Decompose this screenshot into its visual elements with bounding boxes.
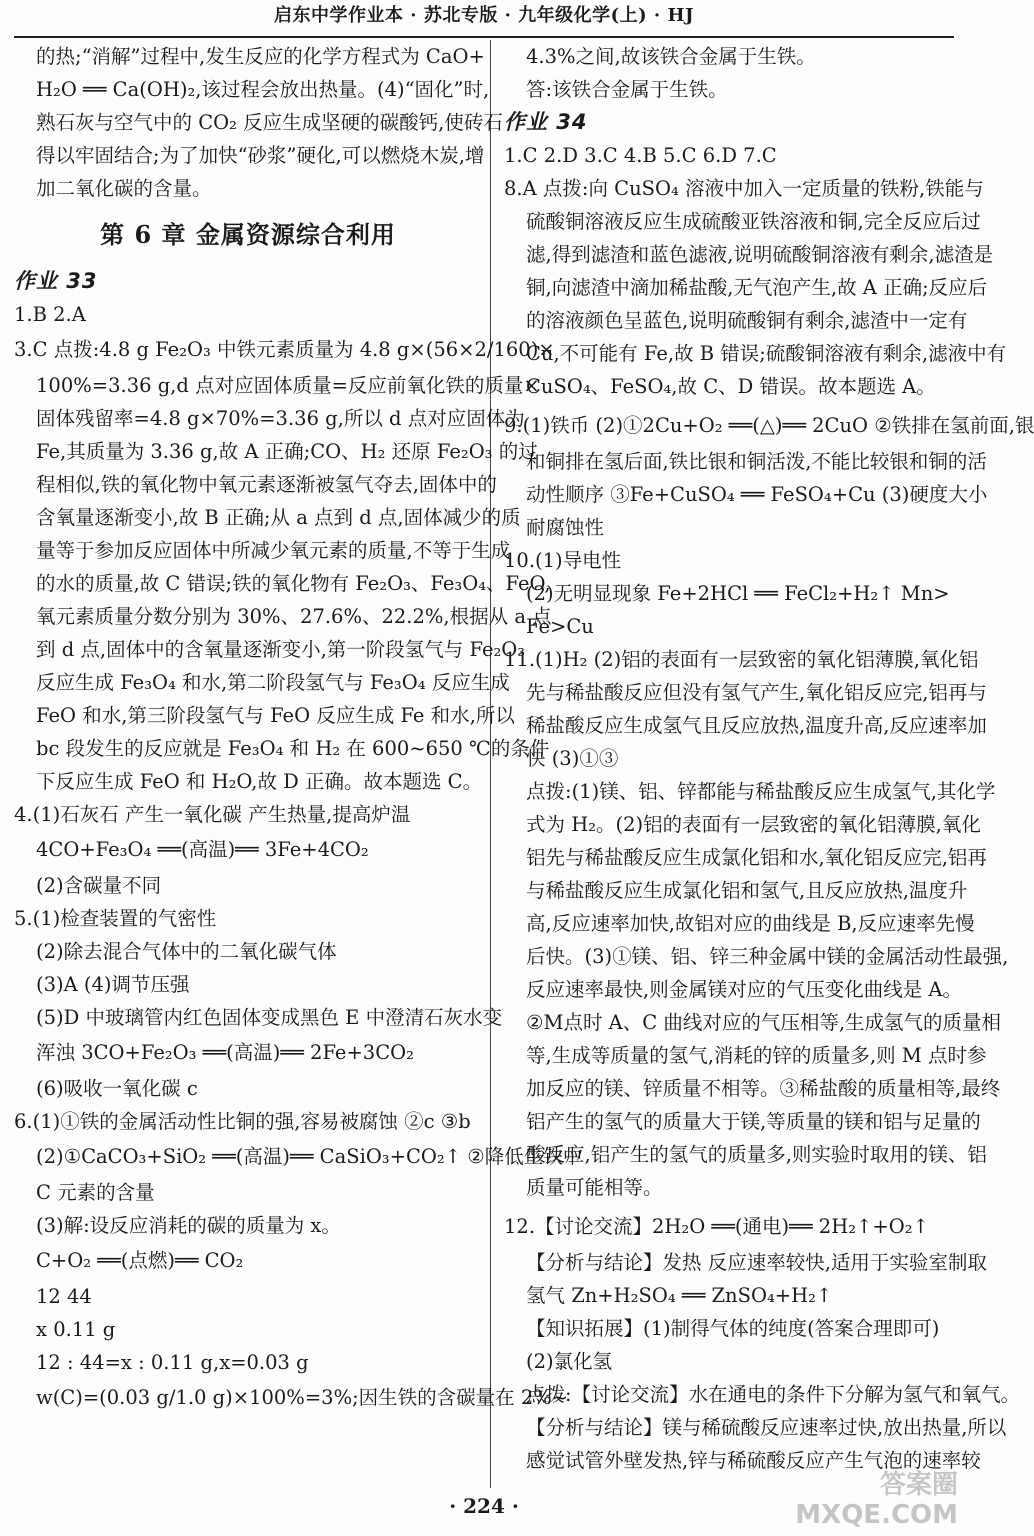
right-text-line: (2)无明显现象 Fe+2HCl ══ FeCl₂+H₂↑ Mn> (526, 582, 950, 605)
right-text-line: Cu,不可能有 Fe,故 B 错误;硫酸铜溶液有剩余,滤液中有 (526, 342, 1007, 365)
right-text-line: 滤,得到滤渣和蓝色滤液,说明硫酸铜溶液有剩余,滤渣是 (526, 243, 994, 266)
left-text-line: 3.C 点拨:4.8 g Fe₂O₃ 中铁元素质量为 4.8 g×(56×2/160)× (14, 338, 555, 361)
right-text-line: 点拨:【讨论交流】水在通电的条件下分解为氢气和氧气。 (526, 1383, 1021, 1406)
left-text-line: 下反应生成 FeO 和 H₂O,故 D 正确。故本题选 C。 (36, 770, 483, 793)
right-text-line: 式为 H₂。(2)铝的表面有一层致密的氧化铝薄膜,氧化 (526, 813, 981, 836)
left-text-line: 固体残留率=4.8 g×70%=3.36 g,所以 d 点对应固体为 (36, 407, 525, 430)
right-text-line: 高,反应速率加快,故铝对应的曲线是 B,反应速率先慢 (526, 912, 975, 935)
left-text-line: C 元素的含量 (36, 1181, 155, 1204)
left-text-line: 6.(1)①铁的金属活动性比铜的强,容易被腐蚀 ②c ③b (14, 1110, 471, 1133)
left-text-line: 加二氧化碳的含量。 (36, 177, 212, 200)
right-text-line: 8.A 点拨:向 CuSO₄ 溶液中加入一定质量的铁粉,铁能与 (504, 177, 984, 200)
right-text-line: CuSO₄、FeSO₄,故 C、D 错误。故本题选 A。 (526, 375, 936, 398)
left-text-line: Fe,其质量为 3.36 g,故 A 正确;CO、H₂ 还原 Fe₂O₃ 的过 (36, 440, 538, 463)
header-rule (14, 36, 954, 38)
right-text-line: 酸反应,铝产生的氢气的质量多,则实验时取用的镁、铝 (526, 1143, 987, 1166)
left-text-line: 程相似,铁的氧化物中氧元素逐渐被氢气夺去,固体中的 (36, 473, 497, 496)
right-text-line: 铝先与稀盐酸反应生成氯化铝和水,氧化铝反应完,铝再 (526, 846, 987, 869)
right-text-line: 硫酸铜溶液反应生成硫酸亚铁溶液和铜,完全反应后过 (526, 210, 981, 233)
left-text-line: (5)D 中玻璃管内红色固体变成黑色 E 中澄清石灰水变 (36, 1006, 503, 1029)
left-text-line: (2)含碳量不同 (36, 874, 162, 897)
right-text-line: Fe>Cu (526, 615, 594, 638)
right-text-line: 11.(1)H₂ (2)铝的表面有一层致密的氧化铝薄膜,氧化铝 (504, 648, 979, 671)
right-text-line: 12.【讨论交流】2H₂O ══(通电)══ 2H₂↑+O₂↑ (504, 1215, 929, 1238)
right-text-line: 答:该铁合金属于生铁。 (526, 78, 728, 101)
left-text-line: 熟石灰与空气中的 CO₂ 反应生成坚硬的碳酸钙,使砖石 (36, 111, 503, 134)
page-number: · 224 · (449, 1494, 519, 1518)
left-text-line: 5.(1)检查装置的气密性 (14, 907, 217, 930)
right-text-line: 质量可能相等。 (526, 1176, 663, 1199)
left-text-line: 量等于参加反应固体中所减少氧元素的质量,不等于生成 (36, 539, 511, 562)
right-text-line: 氢气 Zn+H₂SO₄ ══ ZnSO₄+H₂↑ (526, 1284, 833, 1307)
right-text-line: 反应速率最快,则金属镁对应的气压变化曲线是 A。 (526, 978, 962, 1001)
left-text-line: bc 段发生的反应就是 Fe₃O₄ 和 H₂ 在 600~650 ℃的条件 (36, 737, 550, 760)
right-text-line: 9.(1)铁币 (2)①2Cu+O₂ ══(△)══ 2CuO ②铁排在氢前面,银 (504, 414, 1034, 437)
right-text-line: 【分析与结论】镁与稀硫酸反应速率过快,放出热量,所以 (526, 1416, 1007, 1439)
assignment-heading: 作业 34 (504, 110, 588, 134)
left-text-line: H₂O ══ Ca(OH)₂,该过程会放出热量。(4)“固化”时, (36, 78, 490, 101)
right-text-line: 动性顺序 ③Fe+CuSO₄ ══ FeSO₄+Cu (3)硬度大小 (526, 483, 988, 506)
left-text-line: 得以牢固结合;为了加快“砂浆”硬化,可以燃烧木炭,增 (36, 144, 485, 167)
left-text-line: (3)解:设反应消耗的碳的质量为 x。 (36, 1214, 341, 1237)
right-text-line: 点拨:(1)镁、铝、锌都能与稀盐酸反应生成氢气,其化学 (526, 780, 996, 803)
left-text-line: 100%=3.36 g,d 点对应固体质量=反应前氧化铁的质量× (36, 374, 540, 397)
right-text-line: 先与稀盐酸反应但没有氢气产生,氧化铝反应完,铝再与 (526, 681, 987, 704)
right-text-line: 等,生成等质量的氢气,消耗的锌的质量多,则 M 点时参 (526, 1044, 987, 1067)
right-text-line: 【分析与结论】发热 反应速率较快,适用于实验室制取 (526, 1251, 987, 1274)
left-text-line: 4CO+Fe₃O₄ ══(高温)══ 3Fe+4CO₂ (36, 838, 369, 861)
left-text-line: 含氧量逐渐变小,故 B 正确;从 a 点到 d 点,固体减少的质 (36, 506, 521, 529)
left-text-line: (2)①CaCO₃+SiO₂ ══(高温)══ CaSiO₃+CO₂↑ ②降低生铁中 (36, 1145, 583, 1168)
watermark-logo: 答案圈 MXQE.COM (795, 1470, 958, 1530)
right-text-line: ②M点时 A、C 曲线对应的气压相等,生成氢气的质量相 (526, 1011, 1002, 1034)
left-text-line: 的水的质量,故 C 错误;铁的氧化物有 Fe₂O₃、Fe₃O₄、FeO, (36, 572, 551, 595)
right-text-line: 10.(1)导电性 (504, 549, 622, 572)
left-text-line: w(C)=(0.03 g/1.0 g)×100%=3%;因生铁的含碳量在 2%~ (36, 1386, 569, 1409)
right-text-line: 铝产生的氢气的质量大于镁,等质量的镁和铝与足量的 (526, 1110, 981, 1133)
right-text-line: 加反应的镁、锌质量不相等。③稀盐酸的质量相等,最终 (526, 1077, 1001, 1100)
right-column (504, 40, 1034, 1477)
left-text-line: 氧元素质量分数分别为 30%、27.6%、22.2%,根据从 a 点 (36, 605, 552, 628)
left-text-line: x 0.11 g (36, 1318, 116, 1341)
right-text-line: 耐腐蚀性 (526, 516, 605, 539)
right-text-line: (2)氯化氢 (526, 1350, 613, 1373)
left-text-line: FeO 和水,第三阶段氢气与 FeO 反应生成 Fe 和水,所以 (36, 704, 515, 727)
right-text-line: 和铜排在氢后面,铁比银和铜活泼,不能比较银和铜的活 (526, 450, 987, 473)
right-text-line: 后快。(3)①镁、铝、锌三种金属中镁的金属活动性最强, (526, 945, 1009, 968)
right-text-line: 稀盐酸反应生成氢气且反应放热,温度升高,反应速率加 (526, 714, 987, 737)
left-text-line: C+O₂ ══(点燃)══ CO₂ (36, 1249, 244, 1272)
left-text-line: 4.(1)石灰石 产生一氧化碳 产生热量,提高炉温 (14, 803, 411, 826)
left-text-line: 1.B 2.A (14, 303, 86, 326)
right-text-line: 【知识拓展】(1)制得气体的纯度(答案合理即可) (526, 1317, 940, 1340)
left-text-line: (3)A (4)调节压强 (36, 973, 190, 996)
right-text-line: 与稀盐酸反应生成氯化铝和氢气,且反应放热,温度升 (526, 879, 968, 902)
left-text-line: 反应生成 Fe₃O₄ 和水,第二阶段氢气与 Fe₃O₄ 反应生成 (36, 671, 510, 694)
right-text-line: 4.3%之间,故该铁合金属于生铁。 (526, 45, 816, 68)
running-header: 启东中学作业本 · 苏北专版 · 九年级化学(上) · HJ (274, 5, 694, 26)
assignment-heading: 作业 33 (14, 269, 98, 293)
right-text-line: 的溶液颜色呈蓝色,说明硫酸铜有剩余,滤渣中一定有 (526, 309, 968, 332)
right-text-line: 1.C 2.D 3.C 4.B 5.C 6.D 7.C (504, 144, 777, 167)
right-text-line: 铜,向滤渣中滴加稀盐酸,无气泡产生,故 A 正确;反应后 (526, 276, 988, 299)
left-text-line: 到 d 点,固体中的含氧量逐渐变小,第一阶段氢气与 Fe₂O₃ (36, 638, 526, 661)
right-text-line: 感觉试管外壁发热,锌与稀硫酸反应产生气泡的速率较 (526, 1449, 981, 1472)
chapter-title: 第 6 章 金属资源综合利用 (100, 220, 396, 249)
left-text-line: 浑浊 3CO+Fe₂O₃ ══(高温)══ 2Fe+3CO₂ (36, 1041, 414, 1064)
left-text-line: (2)除去混合气体中的二氧化碳气体 (36, 940, 337, 963)
left-text-line: 12 44 (36, 1285, 92, 1308)
left-text-line: 12 : 44=x : 0.11 g,x=0.03 g (36, 1351, 309, 1374)
left-text-line: 的热;“消解”过程中,发生反应的化学方程式为 CaO+ (36, 45, 485, 68)
right-text-line: 快 (3)①③ (526, 747, 619, 770)
left-text-line: (6)吸收一氧化碳 c (36, 1077, 198, 1100)
